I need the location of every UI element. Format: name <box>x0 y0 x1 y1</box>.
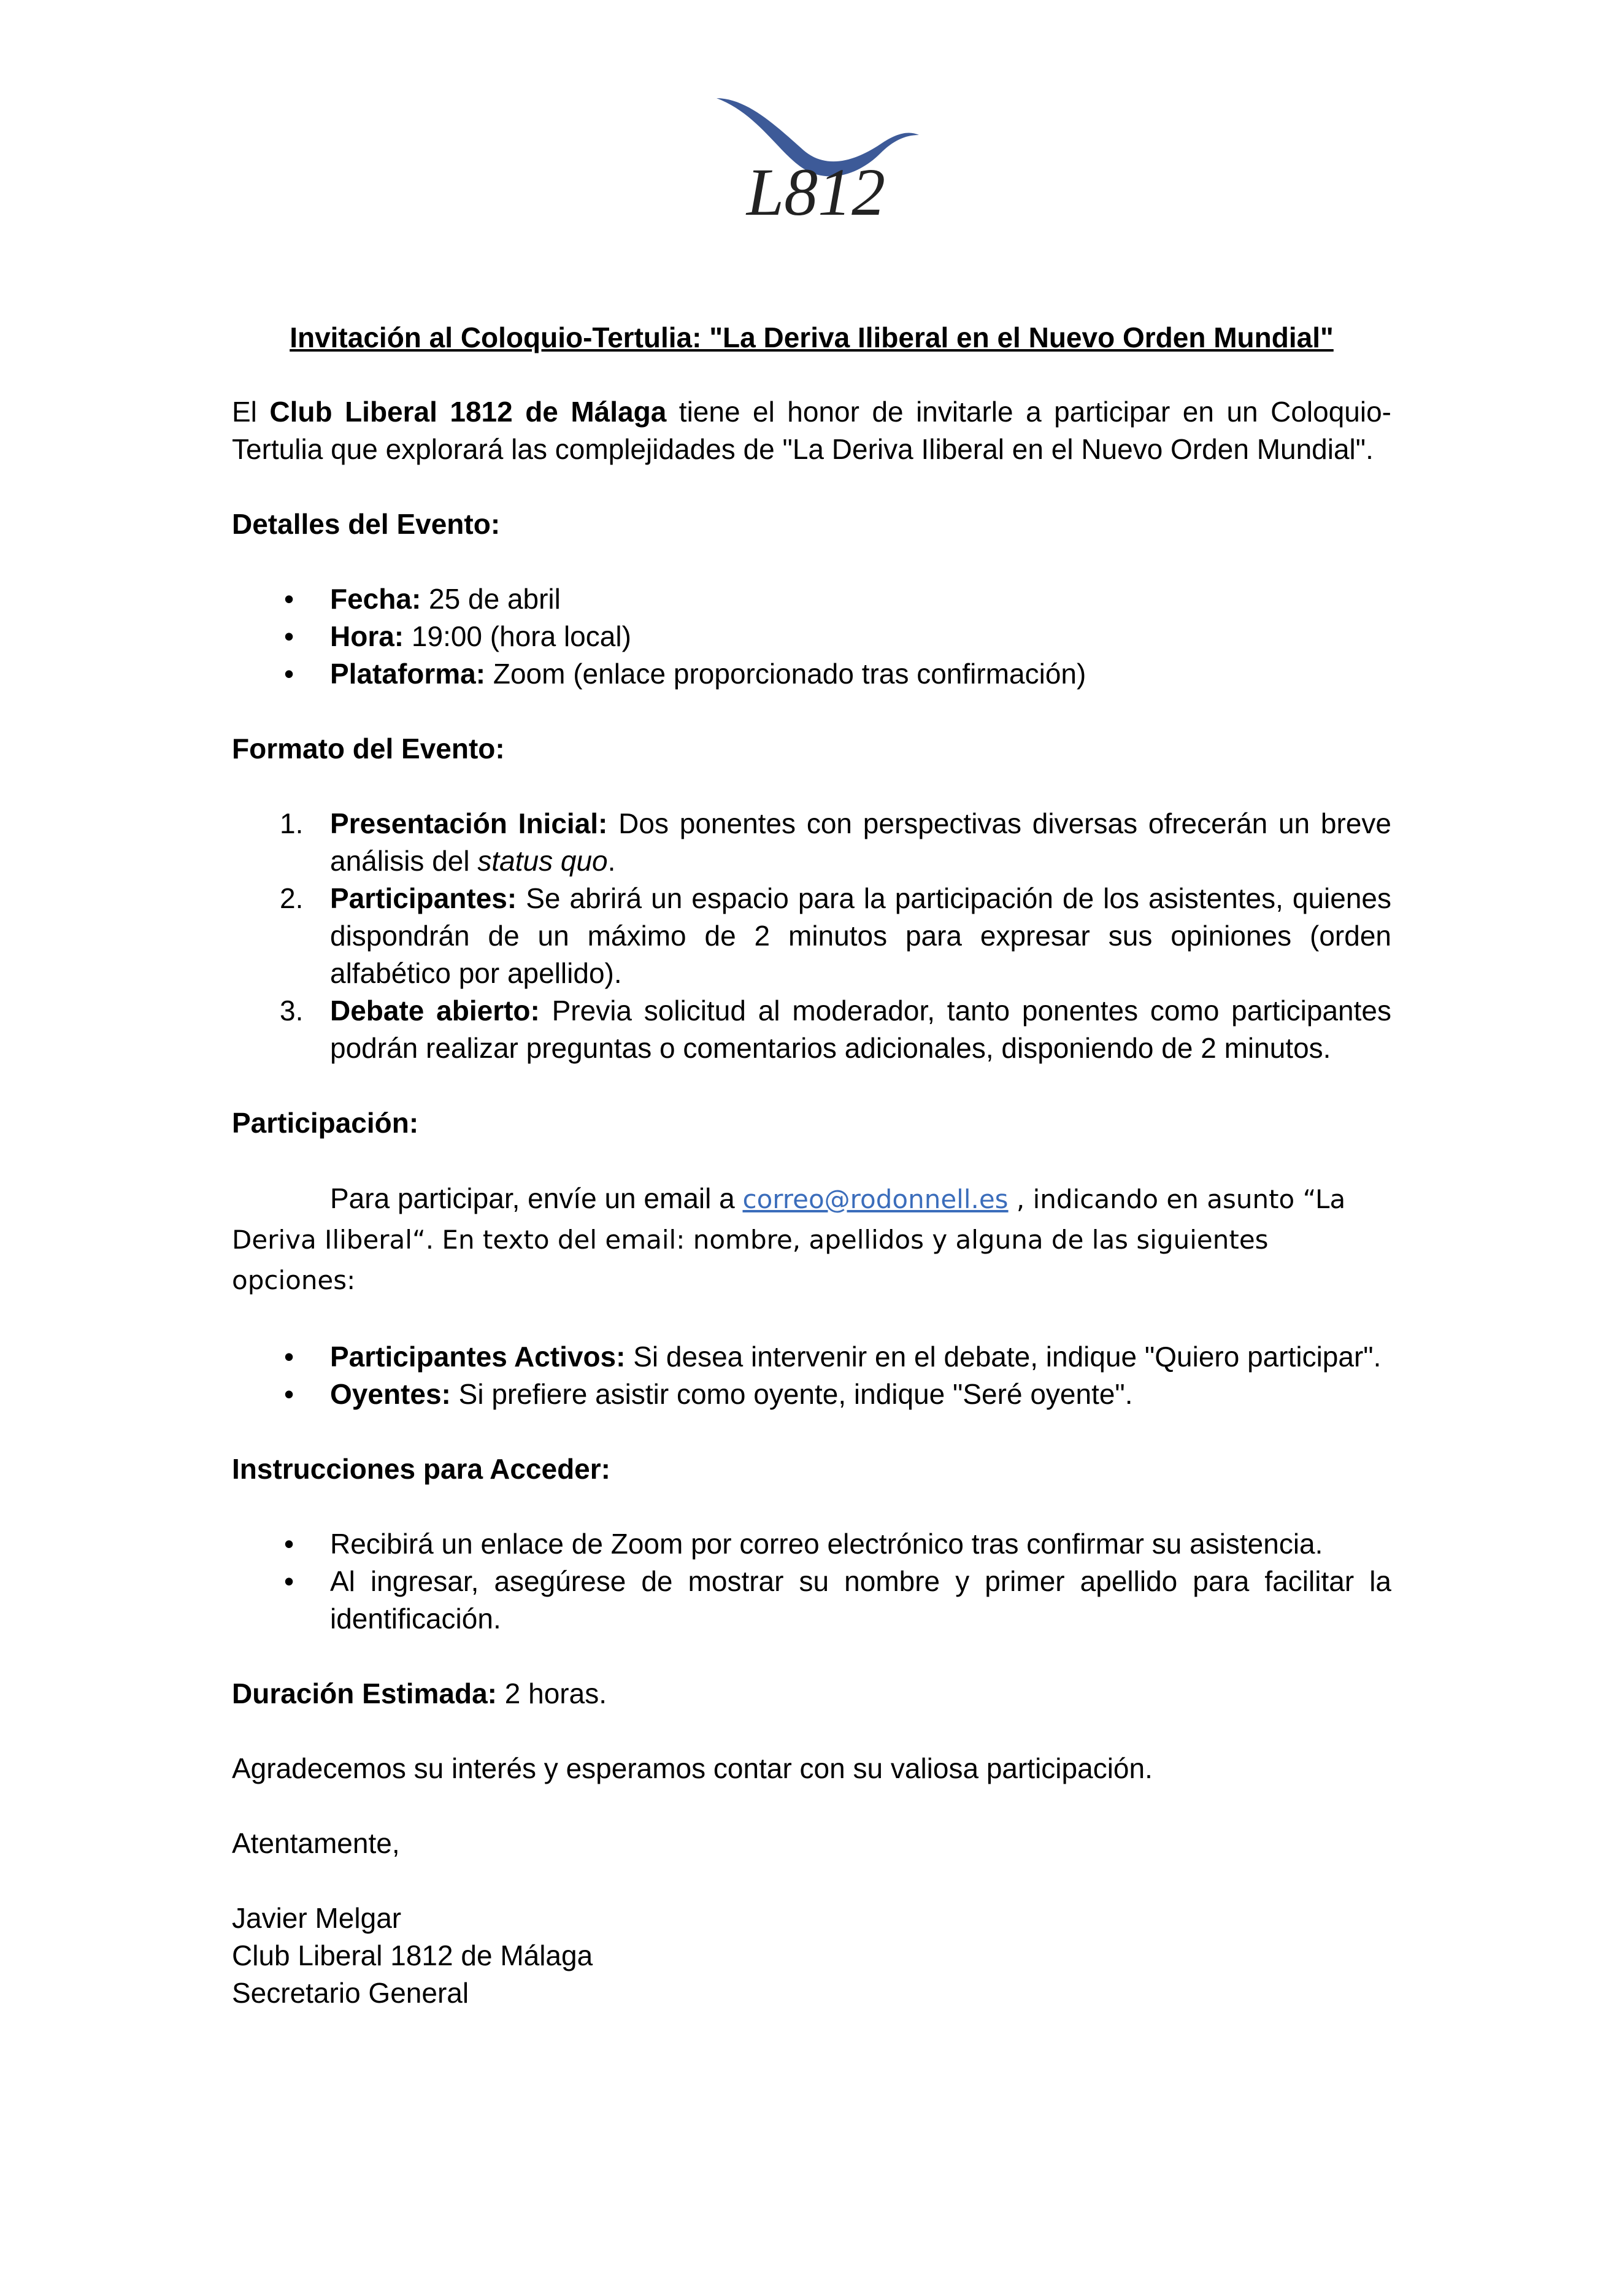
list-number: 1. <box>280 807 304 839</box>
participation-rest: , indicando en asunto “La Deriva Iliberal“. En texto del email: nombre, apellidos y alguna de las siguientes opciones: <box>232 1184 1346 1295</box>
format-text: Previa solicitud al moderador, tanto ponentes como participantes podrán realizar preguntas o comentarios adicionales, disponiendo de 2 minutos. <box>330 995 1391 1064</box>
access-text: Recibirá un enlace de Zoom por correo electrónico tras confirmar su asistencia. <box>330 1528 1323 1560</box>
thanks-paragraph: Agradecemos su interés y esperamos contar con su valiosa participación. <box>232 1752 1153 1784</box>
participation-heading: Participación: <box>232 1107 419 1139</box>
format-text: Se abrirá un espacio para la participación de los asistentes, quienes dispondrán de un máximo de 2 minutos para expresar sus opiniones (orden alfabético por apellido). <box>330 882 1391 989</box>
option-text: Si prefiere asistir como oyente, indique "Seré oyente". <box>450 1378 1133 1410</box>
details-value: 25 de abril <box>421 583 561 615</box>
bullet-icon: • <box>283 1565 294 1597</box>
option-text: Si desea intervenir en el debate, indique "Quiero participar". <box>625 1341 1382 1373</box>
bullet-icon: • <box>283 1378 294 1410</box>
club-name: Club Liberal 1812 de Málaga <box>269 396 667 428</box>
bullet-icon: • <box>283 620 294 652</box>
option-label: Oyentes: <box>330 1378 451 1410</box>
participation-lead: Para participar, envíe un email a <box>330 1182 743 1214</box>
format-label: Presentación Inicial: <box>330 807 608 839</box>
intro-post: tiene el honor de invitarle a participar en un Coloquio-Tertulia que explorará las complejidades de "La Deriva Iliberal en el Nuevo Orden Mundial". <box>232 396 1391 465</box>
format-text: Dos ponentes con perspectivas diversas ofrecerán un breve análisis del <box>330 807 1391 877</box>
details-list <box>232 580 1391 693</box>
option-label: Participantes Activos: <box>330 1341 626 1373</box>
bullet-icon: • <box>283 1341 294 1373</box>
club-logo <box>712 92 920 227</box>
list-number: 3. <box>280 995 304 1027</box>
duration-line <box>232 1675 1391 1712</box>
intro-paragraph <box>232 393 1391 468</box>
access-text: Al ingresar, asegúrese de mostrar su nombre y primer apellido para facilitar la identificación. <box>330 1565 1391 1635</box>
access-item <box>283 1525 1391 1563</box>
format-italic: status quo <box>477 845 608 877</box>
details-item-platform <box>283 655 1391 693</box>
format-list <box>232 805 1391 1067</box>
letter-body <box>232 319 1391 2012</box>
signer-name: Javier Melgar <box>232 1902 402 1934</box>
participation-paragraph <box>232 1179 1391 1301</box>
details-item-date <box>283 580 1391 618</box>
details-label: Hora: <box>330 620 404 652</box>
bullet-icon: • <box>283 658 294 690</box>
format-item-debate <box>280 992 1391 1067</box>
format-item-participants <box>280 880 1391 992</box>
format-label: Debate abierto: <box>330 995 540 1027</box>
format-item-presentation <box>280 805 1391 880</box>
invitation-title: Invitación al Coloquio-Tertulia: "La Deriva Iliberal en el Nuevo Orden Mundial" <box>290 322 1334 353</box>
format-label: Participantes: <box>330 882 517 914</box>
details-value: Zoom (enlace proporcionado tras confirmación) <box>485 658 1086 690</box>
logo-text: L812 <box>746 155 886 227</box>
participation-options <box>232 1338 1391 1413</box>
access-list <box>232 1525 1391 1638</box>
bullet-icon: • <box>283 583 294 615</box>
option-active <box>283 1338 1391 1376</box>
details-label: Plataforma: <box>330 658 486 690</box>
details-item-time <box>283 618 1391 655</box>
email-link[interactable]: correo@rodonnell.es <box>742 1184 1009 1214</box>
format-heading: Formato del Evento: <box>232 733 505 765</box>
access-heading: Instrucciones para Acceder: <box>232 1453 610 1485</box>
signer-organization: Club Liberal 1812 de Málaga <box>232 1940 593 1971</box>
list-number: 2. <box>280 882 304 914</box>
signature-block <box>232 1900 1391 2012</box>
signer-role: Secretario General <box>232 1977 469 2009</box>
details-heading: Detalles del Evento: <box>232 508 501 540</box>
access-item <box>283 1563 1391 1638</box>
details-value: 19:00 (hora local) <box>404 620 631 652</box>
duration-label: Duración Estimada: <box>232 1678 497 1709</box>
duration-value: 2 horas. <box>497 1678 607 1709</box>
option-listener <box>283 1376 1391 1413</box>
format-tail: . <box>607 845 616 877</box>
closing-line: Atentamente, <box>232 1827 400 1859</box>
details-label: Fecha: <box>330 583 421 615</box>
intro-pre: El <box>232 396 270 428</box>
bullet-icon: • <box>283 1528 294 1560</box>
